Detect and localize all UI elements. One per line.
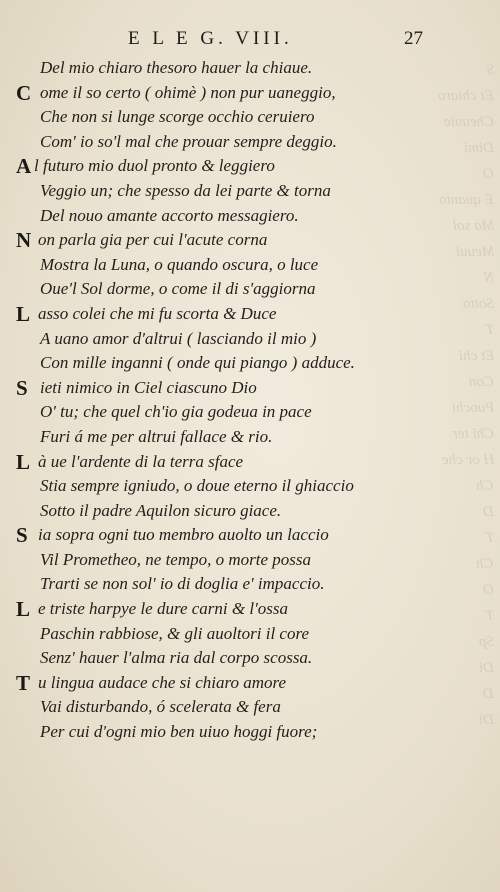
verse-line (0, 572, 500, 597)
verse-line (0, 277, 500, 302)
verse-text: ome il so certo ( ohimè ) non pur uaneggio, (40, 82, 336, 102)
stanza-initial: T (16, 670, 31, 695)
verse-text: Che non si lunge scorge occhio ceruiero (40, 107, 315, 127)
verse-line (0, 130, 500, 155)
verse-text: Per cui d'ogni mio ben uiuo hoggi fuore; (40, 722, 318, 742)
verse-line (0, 204, 500, 229)
stanza-initial: L (16, 597, 31, 622)
verse-text: Mostra la Luna, o quando oscura, o luce (40, 254, 319, 274)
verse-text: ieti nimico in Ciel ciascuno Dio (40, 377, 257, 397)
verse-text: Senz' hauer l'alma ria dal corpo scossa. (40, 648, 313, 668)
verse-text: Vil Prometheo, ne tempo, o morte possa (40, 549, 312, 569)
verse-line (0, 351, 500, 376)
verse-line (0, 548, 500, 573)
verse-line (0, 400, 500, 425)
stanza-initial: L (16, 301, 31, 326)
stanza-initial: L (16, 449, 31, 474)
stanza-initial: S (16, 523, 28, 548)
stanza-initial: N (16, 228, 32, 253)
verse-line (0, 597, 500, 622)
verse-line (0, 523, 500, 548)
verse-line (0, 253, 500, 278)
verse-line (0, 499, 500, 524)
stanza-initial: S (16, 375, 28, 400)
verse-line (0, 695, 500, 720)
verse-text: Del mio chiaro thesoro hauer la chiaue. (40, 58, 313, 77)
verse-text: à ue l'ardente di la terra sface (38, 451, 244, 471)
verse-text: l futuro mio duol pronto & leggiero (34, 156, 275, 176)
page-number: 27 (404, 28, 423, 49)
show-through-text: S Et chiaro Cheuuie Dimi O E quanto Ma sol Meuui N Sotto T Et chi Con Puochi Chi ter H or che Ch D T Ch O T Sp Di D Di (438, 62, 494, 728)
verse-text: Vai disturbando, ó scelerata & fera (40, 697, 281, 717)
verse-line (0, 56, 500, 81)
verse-text: e triste harpye le dure carni & l'ossa (38, 599, 288, 619)
verse-text: A uano amor d'altrui ( lasciando il mio ) (40, 328, 317, 348)
verse-text: Oue'l Sol dorme, o come il di s'aggiorna (40, 279, 316, 299)
verse-line (0, 327, 500, 352)
verse-line (0, 154, 500, 179)
verse-line (0, 671, 500, 696)
verse-text: Sotto il padre Aquilon sicuro giace. (40, 500, 282, 520)
running-head: E L E G. VIII. (128, 28, 293, 49)
verse-text: O' tu; che quel ch'io gia godeua in pace (40, 402, 312, 422)
verse-text: u lingua audace che si chiaro amore (38, 672, 287, 692)
verse-line (0, 646, 500, 671)
verse-text: on parla gia per cui l'acute corna (38, 230, 268, 250)
verse-line (0, 228, 500, 253)
verse-text: Del nouo amante accorto messagiero. (40, 205, 299, 225)
verse-text: Paschin rabbiose, & gli auoltori il core (40, 623, 309, 643)
verse-text: Stia sempre igniudo, o doue eterno il ghiaccio (40, 476, 354, 496)
verse-text: asso colei che mi fu scorta & Duce (38, 303, 277, 323)
verse-line (0, 105, 500, 130)
verse-line (0, 474, 500, 499)
verse-line (0, 425, 500, 450)
verse-text: Com' io so'l mal che prouar sempre deggio. (40, 131, 337, 151)
stanza-initial: A (16, 154, 32, 179)
verse-text: ia sopra ogni tuo membro auolto un laccio (38, 525, 329, 545)
verse-line (0, 81, 500, 106)
verse-line (0, 450, 500, 475)
verse-text: Furi á me per altrui fallace & rio. (40, 426, 273, 446)
page-header (0, 28, 500, 58)
verse-line (0, 622, 500, 647)
elegy-verse (0, 56, 500, 745)
verse-text: Veggio un; che spesso da lei parte & torna (40, 180, 331, 200)
verse-text: Trarti se non sol' io di doglia e' impaccio. (40, 574, 325, 594)
stanza-initial: C (16, 80, 32, 105)
verse-text: Con mille inganni ( onde qui piango ) adduce. (40, 353, 355, 373)
verse-line (0, 179, 500, 204)
verse-line (0, 376, 500, 401)
verse-line (0, 720, 500, 745)
verse-line (0, 302, 500, 327)
